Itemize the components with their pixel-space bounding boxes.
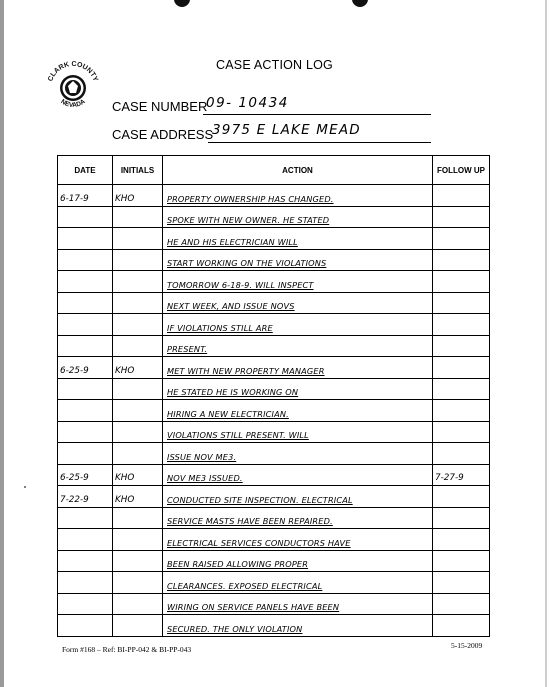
case-address-value: 3975 E LAKE MEAD: [212, 122, 361, 138]
table-row: [58, 529, 490, 551]
cell-date: [58, 593, 113, 615]
cell-date: 7-22-9: [58, 486, 113, 508]
cell-follow-up: [433, 271, 490, 293]
table-row: [58, 185, 490, 207]
cell-action: NEXT WEEK, AND ISSUE NOVS: [163, 292, 433, 314]
cell-date: [58, 228, 113, 250]
table-row: [58, 249, 490, 271]
cell-date: 6-25-9: [58, 464, 113, 486]
case-address-underline: [208, 142, 431, 143]
cell-initials: [113, 292, 163, 314]
case-number-underline: [203, 114, 431, 115]
table-row: [58, 486, 490, 508]
cell-action: NOV ME3 ISSUED.: [163, 464, 433, 486]
cell-follow-up: [433, 314, 490, 336]
cell-follow-up: [433, 185, 490, 207]
cell-follow-up: [433, 550, 490, 572]
cell-action: TOMORROW 6-18-9. WILL INSPECT: [163, 271, 433, 293]
table-header-row: [58, 156, 490, 185]
table-row: [58, 271, 490, 293]
cell-initials: [113, 314, 163, 336]
cell-action: SPOKE WITH NEW OWNER. HE STATED: [163, 206, 433, 228]
cell-action: HE AND HIS ELECTRICIAN WILL: [163, 228, 433, 250]
cell-date: [58, 206, 113, 228]
cell-follow-up: [433, 249, 490, 271]
cell-follow-up: [433, 529, 490, 551]
cell-initials: [113, 271, 163, 293]
cell-date: 6-25-9: [58, 357, 113, 379]
cell-initials: [113, 400, 163, 422]
column-header-date: DATE: [58, 156, 113, 185]
cell-follow-up: [433, 593, 490, 615]
cell-follow-up: 7-27-9: [433, 464, 490, 486]
cell-action: IF VIOLATIONS STILL ARE: [163, 314, 433, 336]
cell-date: [58, 550, 113, 572]
cell-action: CLEARANCES. EXPOSED ELECTRICAL: [163, 572, 433, 594]
punch-hole-right: [352, 0, 368, 7]
cell-action: ELECTRICAL SERVICES CONDUCTORS HAVE: [163, 529, 433, 551]
cell-follow-up: [433, 572, 490, 594]
cell-initials: KHO: [113, 464, 163, 486]
table-row: [58, 550, 490, 572]
page-title: CASE ACTION LOG: [216, 58, 333, 72]
page-right-edge: [545, 0, 547, 687]
cell-date: 6-17-9: [58, 185, 113, 207]
cell-follow-up: [433, 228, 490, 250]
cell-follow-up: [433, 507, 490, 529]
cell-action: WIRING ON SERVICE PANELS HAVE BEEN: [163, 593, 433, 615]
punch-hole-left: [174, 0, 190, 7]
table-row: [58, 443, 490, 465]
cell-action: CONDUCTED SITE INSPECTION. ELECTRICAL: [163, 486, 433, 508]
cell-action: PRESENT.: [163, 335, 433, 357]
cell-action: START WORKING ON THE VIOLATIONS: [163, 249, 433, 271]
cell-follow-up: [433, 421, 490, 443]
cell-initials: KHO: [113, 357, 163, 379]
cell-initials: [113, 572, 163, 594]
column-header-follow-up: FOLLOW UP: [433, 156, 490, 185]
case-action-log-table: [57, 155, 490, 637]
table-row: [58, 378, 490, 400]
cell-initials: [113, 249, 163, 271]
cell-follow-up: [433, 486, 490, 508]
column-header-initials: INITIALS: [113, 156, 163, 185]
table-row: [58, 572, 490, 594]
cell-action: SERVICE MASTS HAVE BEEN REPAIRED.: [163, 507, 433, 529]
cell-follow-up: [433, 400, 490, 422]
cell-action: BEEN RAISED ALLOWING PROPER: [163, 550, 433, 572]
form-revision-date: 5-15-2009: [451, 641, 483, 650]
cell-initials: [113, 443, 163, 465]
cell-date: [58, 314, 113, 336]
cell-initials: [113, 206, 163, 228]
cell-initials: KHO: [113, 486, 163, 508]
table-row: [58, 421, 490, 443]
cell-initials: [113, 550, 163, 572]
cell-date: [58, 572, 113, 594]
table-row: [58, 228, 490, 250]
table-row: [58, 507, 490, 529]
case-number-label: CASE NUMBER: [112, 99, 208, 114]
table-row: [58, 400, 490, 422]
page-left-edge: [0, 0, 4, 687]
cell-initials: [113, 593, 163, 615]
cell-initials: [113, 507, 163, 529]
form-reference: Form #168 – Ref: BI-PP-042 & BI-PP-043: [62, 645, 192, 654]
cell-date: [58, 443, 113, 465]
cell-follow-up: [433, 357, 490, 379]
table-row: [58, 206, 490, 228]
cell-initials: [113, 529, 163, 551]
cell-follow-up: [433, 615, 490, 637]
cell-action: SECURED. THE ONLY VIOLATION: [163, 615, 433, 637]
seal-top-text: CLARK COUNTY: [47, 60, 99, 83]
cell-follow-up: [433, 206, 490, 228]
cell-initials: KHO: [113, 185, 163, 207]
cell-date: [58, 378, 113, 400]
cell-action: ISSUE NOV ME3.: [163, 443, 433, 465]
cell-follow-up: [433, 378, 490, 400]
cell-initials: [113, 615, 163, 637]
cell-date: [58, 292, 113, 314]
table-row: [58, 464, 490, 486]
cell-date: [58, 615, 113, 637]
cell-action: PROPERTY OWNERSHIP HAS CHANGED.: [163, 185, 433, 207]
cell-action: MET WITH NEW PROPERTY MANAGER: [163, 357, 433, 379]
table-row: [58, 615, 490, 637]
cell-follow-up: [433, 443, 490, 465]
cell-date: [58, 421, 113, 443]
cell-initials: [113, 378, 163, 400]
table-row: [58, 292, 490, 314]
column-header-action: ACTION: [163, 156, 433, 185]
cell-initials: [113, 335, 163, 357]
cell-initials: [113, 228, 163, 250]
cell-date: [58, 271, 113, 293]
cell-date: [58, 335, 113, 357]
seal-bottom-text: NEVADA: [59, 98, 87, 110]
cell-initials: [113, 421, 163, 443]
cell-follow-up: [433, 292, 490, 314]
table-row: [58, 314, 490, 336]
table-row: [58, 593, 490, 615]
cell-date: [58, 249, 113, 271]
cell-date: [58, 507, 113, 529]
cell-follow-up: [433, 335, 490, 357]
cell-date: [58, 400, 113, 422]
table-row: [58, 335, 490, 357]
scan-speck: [24, 486, 26, 488]
case-number-value: 09- 10434: [206, 95, 289, 111]
cell-action: HIRING A NEW ELECTRICIAN.: [163, 400, 433, 422]
cell-action: VIOLATIONS STILL PRESENT. WILL: [163, 421, 433, 443]
case-address-label: CASE ADDRESS: [112, 127, 214, 142]
table-row: [58, 357, 490, 379]
cell-date: [58, 529, 113, 551]
cell-action: HE STATED HE IS WORKING ON: [163, 378, 433, 400]
